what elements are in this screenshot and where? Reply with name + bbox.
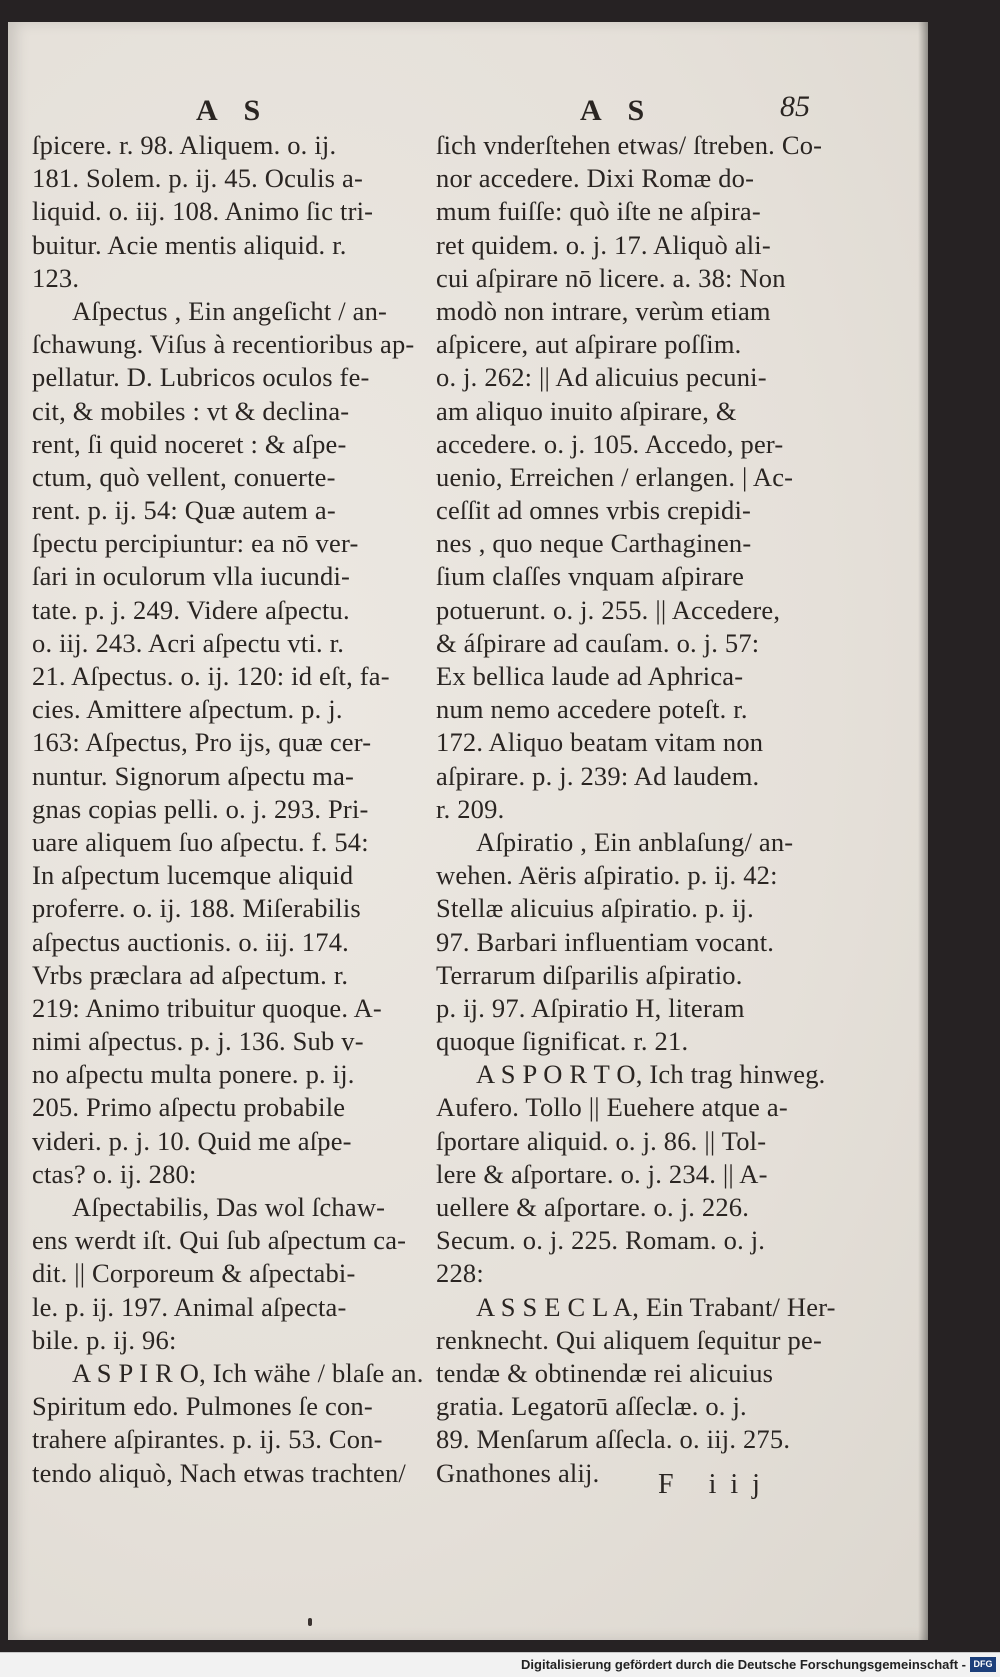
page-number: 85 — [780, 90, 810, 123]
text-line: aſpicere, aut aſpirare poſſim. — [436, 329, 742, 360]
text-line: nor accedere. Dixi Romæ do- — [436, 163, 755, 194]
text-line: ctas? o. ij. 280: — [32, 1158, 197, 1189]
running-head-left: A S — [196, 94, 271, 127]
text-line: 97. Barbari influentiam vocant. — [436, 926, 775, 957]
text-line: modò non intrare, verùm etiam — [436, 295, 771, 326]
text-line: lere & aſportare. o. j. 234. || A- — [436, 1158, 768, 1189]
text-line: liquid. o. iij. 108. Animo ſic tri- — [32, 196, 374, 227]
text-line: r. 209. — [436, 793, 505, 824]
text-line: uellere & aſportare. o. j. 226. — [436, 1192, 750, 1222]
text-line: rent, ſi quid noceret : & aſpe- — [32, 428, 347, 459]
footer-credit: Digitalisierung gefördert durch die Deutsche Forschungsgemeinschaft - — [521, 1657, 966, 1672]
text-line: ſpicere. r. 98. Aliquem. o. ij. — [32, 130, 337, 160]
text-line: 219: Animo tribuitur quoque. A- — [32, 992, 382, 1023]
text-line: nuntur. Signorum aſpectu ma- — [32, 760, 355, 791]
text-line: ceſſit ad omnes vrbis crepidi- — [436, 495, 752, 526]
text-line: videri. p. j. 10. Quid me aſpe- — [32, 1125, 352, 1156]
left-column — [32, 129, 442, 1490]
text-line: A S P O R T O, Ich trag hinweg. — [476, 1059, 826, 1090]
text-line: num nemo accedere poteſt. r. — [436, 694, 748, 725]
dfg-logo-icon: DFG — [970, 1657, 996, 1672]
text-line: Aufero. Tollo || Euehere atque a- — [436, 1092, 788, 1123]
text-line: quoque ſignificat. r. 21. — [436, 1026, 689, 1057]
text-line: Stellæ alicuius aſpiratio. p. ij. — [436, 893, 754, 924]
text-line: Vrbs præclara ad aſpectum. r. — [32, 959, 349, 990]
footer-bar — [0, 1652, 1000, 1677]
text-line: ſium claſſes vnquam aſpirare — [436, 561, 745, 592]
text-line: Terrarum diſparilis aſpiratio. — [436, 959, 743, 990]
text-line: ſchawung. Viſus à recentioribus ap- — [32, 329, 415, 360]
text-line: le. p. ij. 197. Animal aſpecta- — [32, 1291, 347, 1322]
text-line: 228: — [436, 1258, 484, 1289]
text-line: uenio, Erreichen / erlangen. | Ac- — [436, 461, 794, 492]
text-line: pellatur. D. Lubricos oculos fe- — [32, 362, 370, 393]
text-line: Ex bellica laude ad Aphrica- — [436, 661, 744, 691]
text-line: tate. p. j. 249. Videre aſpectu. — [32, 594, 350, 625]
text-line: o. iij. 243. Acri aſpectu vti. r. — [32, 627, 345, 658]
text-line: potuerunt. o. j. 255. || Accedere, — [436, 594, 781, 625]
text-line: 21. Aſpectus. o. ij. 120: id eſt, fa- — [32, 661, 390, 691]
text-line: 163: Aſpectus, Pro ijs, quæ cer- — [32, 727, 372, 758]
text-line: uare aliquem ſuo aſpectu. f. 54: — [32, 826, 369, 857]
text-line: Secum. o. j. 225. Romam. o. j. — [436, 1225, 766, 1256]
text-line: ret quidem. o. j. 17. Aliquò ali- — [436, 229, 771, 260]
text-line: buitur. Acie mentis aliquid. r. — [32, 229, 347, 260]
text-line: cui aſpirare nō licere. a. 38: Non — [436, 262, 786, 293]
text-line: trahere aſpirantes. p. ij. 53. Con- — [32, 1424, 383, 1455]
text-line: ens werdt iſt. Qui ſub aſpectum ca- — [32, 1225, 407, 1256]
text-line: accedere. o. j. 105. Accedo, per- — [436, 428, 784, 459]
text-line: Aſpectabilis, Das wol ſchaw- — [72, 1192, 386, 1222]
text-line: tendæ & obtinendæ rei alicuius — [436, 1357, 774, 1388]
text-line: ſpectu percipiuntur: ea nō ver- — [32, 528, 359, 559]
text-line: wehen. Aëris aſpiratio. p. ij. 42: — [436, 860, 778, 891]
text-line: A S P I R O, Ich wähe / blaſe an. — [72, 1357, 424, 1388]
running-head-right: A S — [580, 94, 655, 127]
text-line: dit. || Corporeum & aſpectabi- — [32, 1258, 356, 1289]
text-line: 89. Menſarum aſſecla. o. iij. 275. — [436, 1424, 791, 1455]
text-line: mum fuiſſe: quò iſte ne aſpira- — [436, 196, 761, 227]
text-line: In aſpectum lucemque aliquid — [32, 860, 354, 891]
text-line: Gnathones alij. — [436, 1457, 600, 1488]
text-line: cit, & mobiles : vt & declina- — [32, 395, 350, 426]
text-line: o. j. 262: || Ad alicuius pecuni- — [436, 362, 767, 393]
binding-edge — [918, 22, 928, 1640]
text-line: rent. p. ij. 54: Quæ autem a- — [32, 495, 336, 526]
text-line: & áſpirare ad cauſam. o. j. 57: — [436, 627, 760, 658]
text-line: gratia. Legatorū aſſeclæ. o. j. — [436, 1391, 747, 1422]
text-line: Aſpectus , Ein angeſicht / an- — [72, 295, 388, 326]
text-line: A S S E C L A, Ein Trabant/ Her- — [476, 1291, 836, 1322]
text-line: aſpectus auctionis. o. iij. 174. — [32, 926, 349, 957]
text-line: proferre. o. ij. 188. Miſerabilis — [32, 893, 361, 924]
text-line: Spiritum edo. Pulmones ſe con- — [32, 1391, 373, 1422]
text-line: ſari in oculorum vlla iucundi- — [32, 561, 351, 592]
text-line: ſportare aliquid. o. j. 86. || Tol- — [436, 1125, 767, 1156]
text-line: bile. p. ij. 96: — [32, 1324, 177, 1355]
text-line: renknecht. Qui aliquem ſequitur pe- — [436, 1324, 822, 1355]
text-line: 123. — [32, 262, 80, 293]
text-line: ctum, quò vellent, conuerte- — [32, 461, 336, 492]
text-line: cies. Amittere aſpectum. p. j. — [32, 694, 343, 725]
text-line: no aſpectu multa ponere. p. ij. — [32, 1059, 355, 1090]
book-page — [8, 22, 928, 1640]
text-line: ſich vnderſtehen etwas/ ſtreben. Co- — [436, 130, 823, 160]
text-line: 172. Aliquo beatam vitam non — [436, 727, 764, 758]
text-line: gnas copias pelli. o. j. 293. Pri- — [32, 793, 369, 824]
text-line: 205. Primo aſpectu probabile — [32, 1092, 346, 1123]
text-line: Aſpiratio , Ein anblaſung/ an- — [476, 826, 794, 857]
text-line: 181. Solem. p. ij. 45. Oculis a- — [32, 163, 363, 194]
text-line: nimi aſpectus. p. j. 136. Sub v- — [32, 1026, 364, 1057]
text-line: aſpirare. p. j. 239: Ad laudem. — [436, 760, 760, 791]
text-line: tendo aliquò, Nach etwas trachten/ — [32, 1457, 406, 1488]
right-column — [436, 129, 846, 1490]
text-line: am aliquo inuito aſpirare, & — [436, 395, 737, 426]
text-line: p. ij. 97. Aſpiratio H, literam — [436, 992, 745, 1023]
signature-mark: F iij — [658, 1469, 774, 1500]
text-line: nes , quo neque Carthaginen- — [436, 528, 752, 559]
ink-speck — [308, 1618, 312, 1626]
